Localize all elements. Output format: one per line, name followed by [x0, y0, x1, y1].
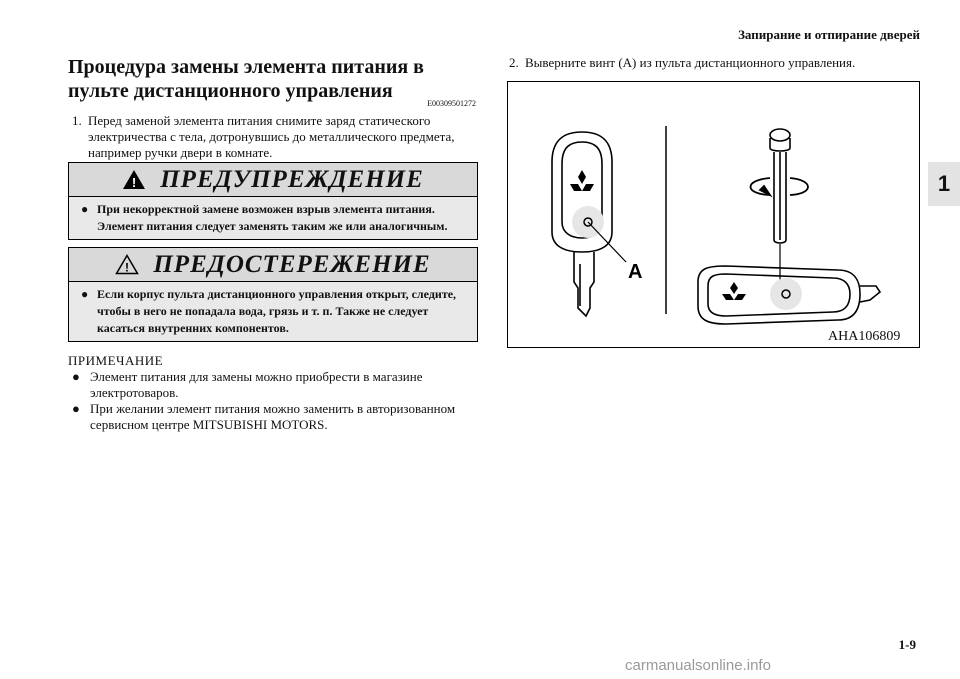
bullet-icon: ● — [72, 401, 80, 416]
step-text: Перед заменой элемента питания снимите заряд статического электричества с тела, дотронувшись до металлического предмета, например ручки двери в комнате. — [88, 113, 455, 160]
warning-header — [69, 163, 477, 197]
callout-label: A — [628, 261, 643, 283]
note-title: ПРИМЕЧАНИЕ — [68, 353, 164, 368]
note-item — [72, 369, 492, 401]
step-1 — [72, 113, 477, 161]
mitsubishi-logo-icon — [722, 282, 746, 300]
caution-box — [68, 247, 478, 342]
caution-title: ПРЕДОСТЕРЕЖЕНИЕ — [153, 250, 431, 278]
mitsubishi-logo-icon — [570, 170, 594, 191]
caution-header — [69, 248, 477, 282]
section-title: Процедура замены элемента питания в пульте дистанционного управления — [68, 56, 424, 102]
step-2 — [509, 55, 929, 71]
note-text: Элемент питания для замены можно приобрести в магазине электротоваров. — [90, 369, 423, 400]
step-number: 1. — [72, 113, 82, 128]
remote-screw-illustration — [508, 82, 919, 347]
step-text: Выверните винт (A) из пульта дистанционного управления. — [525, 55, 856, 70]
bullet-icon: ● — [81, 202, 89, 216]
header-title: Запирание и отпирание дверей — [738, 27, 920, 42]
screwdriver — [770, 129, 790, 294]
warning-item — [81, 201, 469, 235]
note-text: При желании элемент питания можно заменить в авторизованном сервисном центре MITSUBISHI MOTORS. — [90, 401, 456, 432]
chapter-tab: 1 — [928, 162, 960, 206]
warning-body — [69, 197, 477, 239]
section-code: E00309501272 — [427, 99, 476, 108]
bullet-icon: ● — [72, 369, 80, 384]
step-number: 2. — [509, 55, 519, 70]
warning-text: При некорректной замене возможен взрыв элемента питания. Элемент питания следует заменять таким же или аналогичным. — [97, 202, 448, 233]
warning-triangle-icon — [122, 169, 146, 190]
caution-triangle-icon — [115, 254, 139, 275]
caution-text: Если корпус пульта дистанционного управления открыт, следите, чтобы в него не попадала вода, грязь и т. п. Также не следует касаться внутренних компонентов. — [97, 287, 457, 335]
warning-title: ПРЕДУПРЕЖДЕНИЕ — [160, 165, 424, 193]
svg-text:!: ! — [125, 260, 130, 275]
watermark: carmanualsonline.info — [625, 657, 771, 674]
figure-label: AHA106809 — [828, 329, 901, 344]
note-item — [72, 401, 492, 433]
remote-illustration — [507, 81, 920, 348]
note-list — [72, 369, 492, 433]
page-number: 1-9 — [898, 637, 916, 652]
caution-item — [81, 286, 469, 337]
bullet-icon: ● — [81, 287, 89, 301]
warning-box — [68, 162, 478, 240]
caution-body — [69, 282, 477, 341]
svg-text:!: ! — [132, 175, 137, 190]
